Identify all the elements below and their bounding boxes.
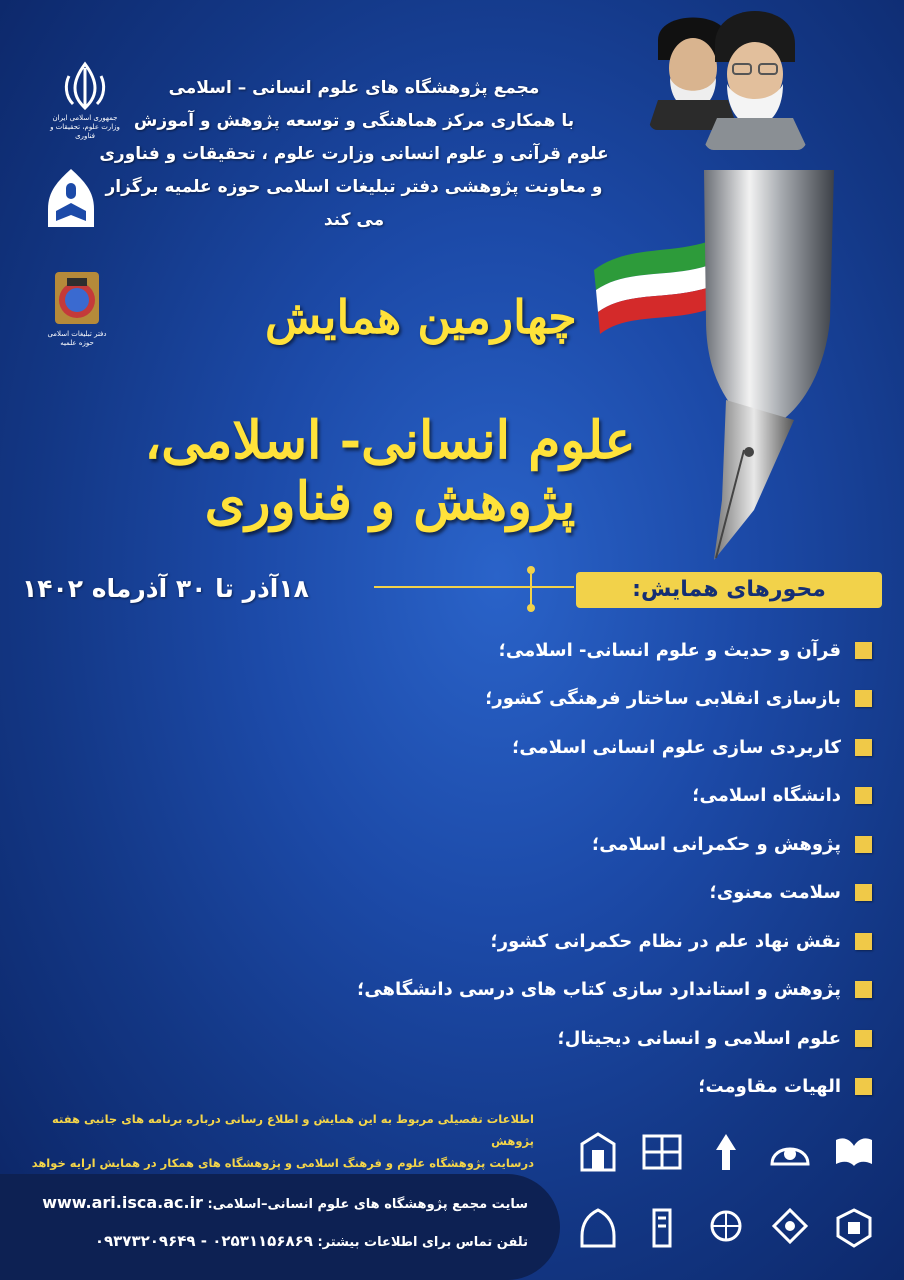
header-line-2: با همکاری مرکز هماهنگی و توسعه پژوهش و آموزش: [133, 111, 575, 131]
partner-logo: [694, 1206, 758, 1270]
list-item: [252, 966, 872, 1015]
list-item: [252, 626, 872, 675]
partner-logo-5-icon: [574, 1130, 622, 1174]
partner-logo: [822, 1206, 886, 1270]
topic-text: پژوهش و استاندارد سازی کتاب های درسی دانشگاهی؛: [357, 979, 841, 1001]
partner-logo-9-icon: [638, 1206, 686, 1250]
partner-logo-3-icon: [702, 1130, 750, 1174]
partner-logo: [758, 1130, 822, 1194]
organizers-text: [94, 72, 614, 237]
partner-logo: [566, 1206, 630, 1270]
topics-list: [252, 626, 872, 1111]
website-link[interactable]: www.ari.isca.ac.ir: [42, 1193, 203, 1212]
leaders-portraits: [648, 0, 808, 160]
list-item: [252, 1014, 872, 1063]
partner-logo: [630, 1206, 694, 1270]
header-line-1: مجمع پژوهشگاه های علوم انسانی – اسلامی: [168, 78, 540, 98]
event-title-line-1: چهارمین همایش: [265, 290, 577, 344]
partner-logo: [758, 1206, 822, 1270]
bullet-square-icon: [855, 933, 872, 950]
axes-divider: [374, 586, 574, 588]
bullet-square-icon: [855, 1030, 872, 1047]
bullet-square-icon: [855, 884, 872, 901]
list-item: [252, 1063, 872, 1112]
footnote-line-2: درسایت پژوهشگاه علوم و فرهنگ اسلامی و پژوهشگاه های همکار در همایش ارایه خواهد: [31, 1156, 534, 1170]
partner-logo-4-icon: [638, 1130, 686, 1174]
bullet-square-icon: [855, 739, 872, 756]
isca-logo-icon: [40, 165, 102, 235]
list-item: [252, 820, 872, 869]
partner-logo: [822, 1130, 886, 1194]
topic-text: کاربردی سازی علوم انسانی اسلامی؛: [512, 736, 841, 758]
website-label: سایت مجمع پژوهشگاه های علوم انسانی–اسلامی:: [207, 1197, 528, 1212]
bullet-square-icon: [855, 836, 872, 853]
phone-info: [28, 1232, 528, 1250]
partner-logo: [630, 1130, 694, 1194]
header-line-3: علوم قرآنی و علوم انسانی وزارت علوم ، تحقیقات و فناوری: [99, 144, 609, 164]
topic-text: سلامت معنوی؛: [709, 882, 841, 904]
partner-logo-1-icon: [830, 1130, 878, 1174]
bullet-square-icon: [855, 690, 872, 707]
islamic-propagation-logo-icon: [49, 270, 105, 330]
axes-divider-vertical: [530, 574, 532, 606]
partner-logo: [694, 1130, 758, 1194]
list-item: [252, 869, 872, 918]
list-item: [252, 917, 872, 966]
bullet-square-icon: [855, 1078, 872, 1095]
topic-text: نقش نهاد علم در نظام حکمرانی کشور؛: [490, 930, 841, 952]
event-title-line-2: علوم انسانی- اسلامی، پژوهش و فناوری: [144, 410, 636, 532]
header-line-4: و معاونت پژوهشی دفتر تبلیغات اسلامی حوزه علمیه برگزار می کند: [105, 177, 603, 230]
partner-logo-10-icon: [574, 1206, 622, 1250]
footnote-line-1: اطلاعات تفصیلی مربوط به این همایش و اطلاع رسانی درباره برنامه های جانبی هفته پژوهش: [52, 1112, 534, 1148]
partner-logo: [566, 1130, 630, 1194]
bullet-square-icon: [855, 642, 872, 659]
partner-logo-2-icon: [766, 1130, 814, 1174]
topic-text: بازسازی انقلابی ساختار فرهنگی کشور؛: [485, 688, 841, 710]
list-item: [252, 723, 872, 772]
islamic-propagation-logo: دفتر تبلیغات اسلامی حوزه علمیه: [42, 270, 112, 348]
topic-text: علوم اسلامی و انسانی دیجیتال؛: [557, 1027, 841, 1049]
phone-numbers: ۰۲۵۳۱۱۵۶۸۶۹ - ۰۹۳۷۳۲۰۹۶۴۹: [94, 1232, 313, 1250]
topic-text: قرآن و حدیث و علوم انسانی- اسلامی؛: [498, 639, 841, 661]
bullet-square-icon: [855, 787, 872, 804]
event-date: ۱۸آذر تا ۳۰ آذرماه ۱۴۰۲: [22, 574, 309, 603]
axes-divider-dot: [527, 566, 535, 574]
footer-bar: [0, 1174, 560, 1280]
website-info: [28, 1193, 528, 1212]
iran-emblem-logo: جمهوری اسلامی ایران وزارت علوم، تحقیقات و فناوری: [40, 58, 130, 141]
portrait-right-icon: [703, 0, 808, 150]
isca-logo: [40, 165, 102, 235]
list-item: [252, 675, 872, 724]
list-item: [252, 772, 872, 821]
axes-title: محورهای همایش:: [576, 572, 882, 608]
topic-text: الهیات مقاومت؛: [698, 1076, 841, 1098]
partner-logo-6-icon: [830, 1206, 878, 1250]
phone-label: تلفن تماس برای اطلاعات بیشتر:: [317, 1235, 528, 1250]
partner-logo-8-icon: [702, 1206, 750, 1250]
bullet-square-icon: [855, 981, 872, 998]
partner-logos: [566, 1130, 886, 1270]
topic-text: پژوهش و حکمرانی اسلامی؛: [592, 833, 841, 855]
topic-text: دانشگاه اسلامی؛: [692, 785, 841, 807]
partner-logo-7-icon: [766, 1206, 814, 1250]
axes-divider-dot: [527, 604, 535, 612]
